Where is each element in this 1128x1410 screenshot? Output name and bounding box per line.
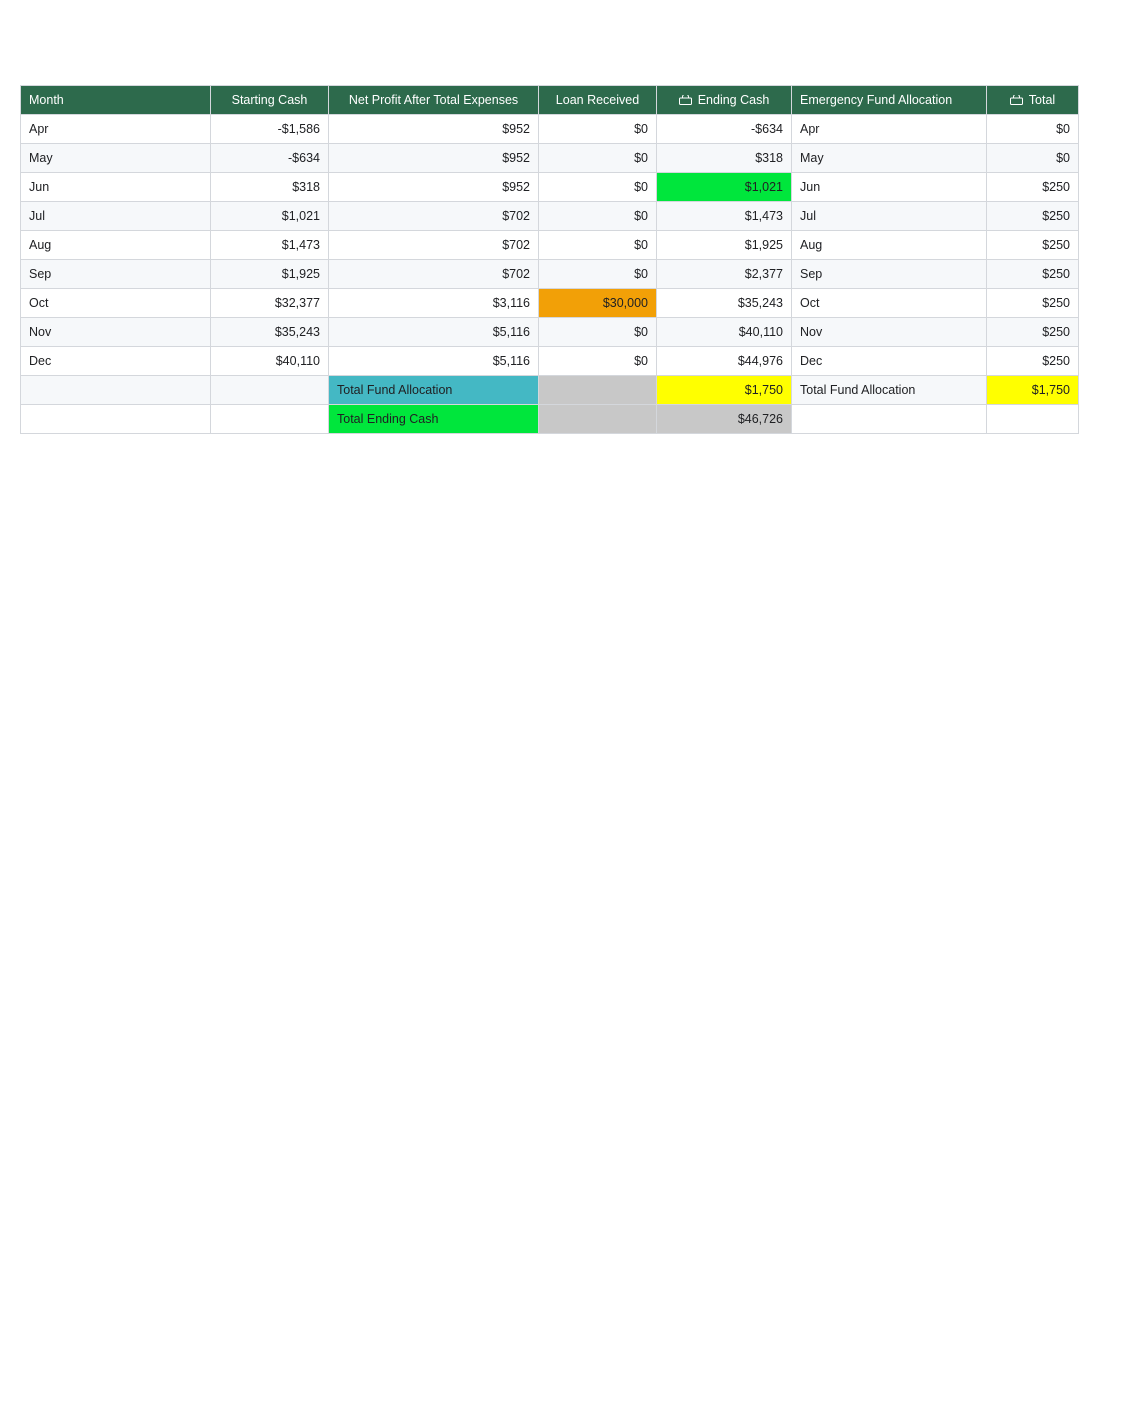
cell-net-profit[interactable]: $5,116 — [329, 347, 539, 376]
lock-icon — [679, 95, 692, 105]
cell-total[interactable]: $250 — [987, 202, 1079, 231]
column-header-emergency-fund-label: Emergency Fund Allocation — [800, 93, 953, 107]
cell-loan-received[interactable]: $0 — [539, 347, 657, 376]
cell-ending-cash[interactable]: $35,243 — [657, 289, 792, 318]
column-header-starting-cash[interactable] — [211, 86, 329, 115]
cell-total-fund-allocation-label-right[interactable]: Total Fund Allocation — [792, 376, 987, 405]
cell-ending-cash[interactable]: $40,110 — [657, 318, 792, 347]
cell-month[interactable]: Aug — [21, 231, 211, 260]
cell-month[interactable]: Jul — [21, 202, 211, 231]
cell-total[interactable]: $250 — [987, 318, 1079, 347]
cell-empty-grey[interactable] — [539, 376, 657, 405]
cell-net-profit[interactable]: $952 — [329, 144, 539, 173]
cell-loan-received[interactable]: $30,000 — [539, 289, 657, 318]
cell-total-fund-allocation-value-right[interactable]: $1,750 — [987, 376, 1079, 405]
column-header-loan-received-label: Loan Received — [555, 93, 640, 107]
column-header-net-profit-label: Net Profit After Total Expenses — [348, 93, 519, 107]
cell-fund-month[interactable]: Aug — [792, 231, 987, 260]
cell-net-profit[interactable]: $702 — [329, 260, 539, 289]
column-header-ending-cash-label: Ending Cash — [697, 93, 770, 107]
cell-ending-cash[interactable]: -$634 — [657, 115, 792, 144]
cell-starting-cash[interactable]: -$634 — [211, 144, 329, 173]
cell-ending-cash[interactable]: $1,925 — [657, 231, 792, 260]
cell-starting-cash[interactable]: $32,377 — [211, 289, 329, 318]
table-row[interactable] — [21, 260, 1079, 289]
table-row[interactable] — [21, 115, 1079, 144]
table-row[interactable] — [21, 173, 1079, 202]
table-row[interactable] — [21, 144, 1079, 173]
spreadsheet-table-container — [20, 85, 1078, 434]
cell-fund-month[interactable]: Dec — [792, 347, 987, 376]
cell-total-ending-cash-label[interactable]: Total Ending Cash — [329, 405, 539, 434]
cell-loan-received[interactable]: $0 — [539, 231, 657, 260]
column-header-total[interactable] — [987, 86, 1079, 115]
cell-loan-received[interactable]: $0 — [539, 202, 657, 231]
column-header-month-label: Month — [29, 93, 64, 107]
cell-fund-month[interactable]: Oct — [792, 289, 987, 318]
cell-fund-month[interactable]: Nov — [792, 318, 987, 347]
cell-fund-month[interactable]: Jun — [792, 173, 987, 202]
column-header-starting-cash-label: Starting Cash — [231, 93, 308, 107]
cell-net-profit[interactable]: $952 — [329, 173, 539, 202]
column-header-total-label: Total — [1028, 93, 1056, 107]
cell-ending-cash[interactable]: $44,976 — [657, 347, 792, 376]
cell-fund-month[interactable]: Sep — [792, 260, 987, 289]
cell-starting-cash[interactable]: $40,110 — [211, 347, 329, 376]
cash-flow-table — [20, 85, 1079, 434]
cell-ending-cash[interactable]: $1,473 — [657, 202, 792, 231]
cell-total[interactable]: $0 — [987, 115, 1079, 144]
cell-starting-cash[interactable]: $35,243 — [211, 318, 329, 347]
cell-total-fund-allocation-label[interactable]: Total Fund Allocation — [329, 376, 539, 405]
cell-empty[interactable] — [987, 405, 1079, 434]
cell-net-profit[interactable]: $702 — [329, 231, 539, 260]
cell-loan-received[interactable]: $0 — [539, 318, 657, 347]
cell-month[interactable]: Dec — [21, 347, 211, 376]
cell-month[interactable]: Apr — [21, 115, 211, 144]
cell-net-profit[interactable]: $702 — [329, 202, 539, 231]
cell-starting-cash[interactable]: $1,021 — [211, 202, 329, 231]
table-row[interactable] — [21, 289, 1079, 318]
cell-ending-cash[interactable]: $318 — [657, 144, 792, 173]
cell-month[interactable]: May — [21, 144, 211, 173]
cell-month[interactable]: Nov — [21, 318, 211, 347]
cell-fund-month[interactable]: Jul — [792, 202, 987, 231]
cell-total[interactable]: $250 — [987, 260, 1079, 289]
table-row-total-ending-cash[interactable] — [21, 405, 1079, 434]
column-header-loan-received[interactable] — [539, 86, 657, 115]
lock-icon — [1010, 95, 1023, 105]
cell-total-fund-allocation-value[interactable]: $1,750 — [657, 376, 792, 405]
cell-month[interactable]: Oct — [21, 289, 211, 318]
table-body — [21, 115, 1079, 434]
cell-loan-received[interactable]: $0 — [539, 173, 657, 202]
cell-starting-cash[interactable]: $1,925 — [211, 260, 329, 289]
cell-net-profit[interactable]: $5,116 — [329, 318, 539, 347]
cell-total[interactable]: $250 — [987, 289, 1079, 318]
table-row[interactable] — [21, 347, 1079, 376]
cell-empty[interactable] — [21, 376, 211, 405]
table-row[interactable] — [21, 202, 1079, 231]
cell-fund-month[interactable]: Apr — [792, 115, 987, 144]
cell-total-ending-cash-value[interactable]: $46,726 — [657, 405, 792, 434]
cell-total[interactable]: $0 — [987, 144, 1079, 173]
cell-month[interactable]: Sep — [21, 260, 211, 289]
cell-loan-received[interactable]: $0 — [539, 115, 657, 144]
table-row-total-fund-allocation[interactable] — [21, 376, 1079, 405]
cell-loan-received[interactable]: $0 — [539, 144, 657, 173]
cell-total[interactable]: $250 — [987, 173, 1079, 202]
column-header-month[interactable] — [21, 86, 211, 115]
cell-starting-cash[interactable]: $1,473 — [211, 231, 329, 260]
cell-loan-received[interactable]: $0 — [539, 260, 657, 289]
cell-empty[interactable] — [21, 405, 211, 434]
cell-empty-grey[interactable] — [539, 405, 657, 434]
column-header-net-profit[interactable] — [329, 86, 539, 115]
cell-empty[interactable] — [792, 405, 987, 434]
cell-ending-cash[interactable]: $1,021 — [657, 173, 792, 202]
cell-starting-cash[interactable]: -$1,586 — [211, 115, 329, 144]
table-header-row — [21, 86, 1079, 115]
cell-empty[interactable] — [211, 405, 329, 434]
column-header-emergency-fund[interactable] — [792, 86, 987, 115]
column-header-ending-cash[interactable] — [657, 86, 792, 115]
cell-net-profit[interactable]: $952 — [329, 115, 539, 144]
cell-month[interactable]: Jun — [21, 173, 211, 202]
cell-fund-month[interactable]: May — [792, 144, 987, 173]
cell-total[interactable]: $250 — [987, 347, 1079, 376]
cell-starting-cash[interactable]: $318 — [211, 173, 329, 202]
cell-empty[interactable] — [211, 376, 329, 405]
cell-total[interactable]: $250 — [987, 231, 1079, 260]
table-row[interactable] — [21, 231, 1079, 260]
cell-net-profit[interactable]: $3,116 — [329, 289, 539, 318]
table-row[interactable] — [21, 318, 1079, 347]
cell-ending-cash[interactable]: $2,377 — [657, 260, 792, 289]
